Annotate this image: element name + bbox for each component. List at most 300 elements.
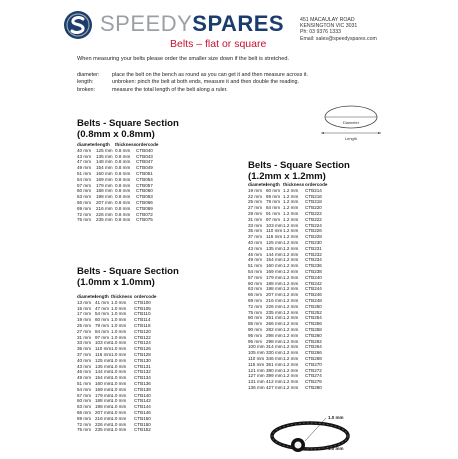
table-cell: 19 mm xyxy=(77,317,92,323)
table-cell: 35 mm xyxy=(248,228,263,234)
table-cell: 110 mm xyxy=(248,355,265,361)
table-cell: CTB270 xyxy=(305,361,322,367)
table-cell: 1.2 mm xyxy=(283,309,299,315)
table-cell: 0.8 mm xyxy=(115,199,131,205)
table-cell: 100 mm xyxy=(248,344,265,350)
table-cell: 66 mm xyxy=(248,292,263,298)
table-cell: 33 mm xyxy=(248,222,263,228)
table-cell: CTB049 xyxy=(136,165,153,171)
table-cell: 110 mm xyxy=(95,346,112,352)
table-cell: 1.0 mm xyxy=(111,369,127,375)
table-cell: 1.0 mm xyxy=(111,380,127,386)
table-cell: 27 mm xyxy=(248,205,263,211)
table-cell: 125 mm xyxy=(95,357,112,363)
table-cell: 95 mm xyxy=(248,332,263,338)
table-cell: CTB262 xyxy=(305,338,322,344)
table-cell: 15 mm xyxy=(77,305,92,311)
table-cell: CTB276 xyxy=(305,379,322,385)
address-line: 451 MACAULAY ROAD xyxy=(300,17,355,23)
table-cell: 1.0 mm xyxy=(111,392,127,398)
table-cell: 54 mm xyxy=(77,386,92,392)
table-cell: 105 mm xyxy=(248,350,265,356)
table-cell: 1.2 mm xyxy=(283,251,299,257)
table-cell: CTB234 xyxy=(305,257,322,263)
table-cell: CTB146 xyxy=(134,409,151,415)
table-cell: 31 mm xyxy=(77,334,92,340)
table-cell: 43 mm xyxy=(248,245,263,251)
table-cell: CTB063 xyxy=(136,194,153,200)
table-cell: CTB220 xyxy=(305,205,322,211)
table-cell: CTB114 xyxy=(134,317,151,323)
table-cell: 66 mm xyxy=(77,199,92,205)
table-cell: 46 mm xyxy=(248,251,263,257)
table-cell: CTB256 xyxy=(305,321,322,327)
table-cell: CTB264 xyxy=(305,344,322,350)
table-cell: 1.2 mm xyxy=(283,228,299,234)
table-cell: CTB274 xyxy=(305,373,322,379)
table-cell: CTB214 xyxy=(305,187,322,193)
column-header: length xyxy=(266,182,280,187)
table-cell: CTB100 xyxy=(134,299,151,305)
table-cell: CTB047 xyxy=(136,159,153,165)
table-cell: 330 mm xyxy=(266,350,283,356)
table-cell: CTB222 xyxy=(305,210,322,216)
table-cell: CTB122 xyxy=(134,334,151,340)
table-cell: 235 mm xyxy=(96,217,113,223)
table-cell: 160 mm xyxy=(95,380,112,386)
address-line: KENSINGTON VIC 3031 xyxy=(300,23,358,30)
table-cell: 47 mm xyxy=(77,159,92,165)
table-cell: 0.8 mm xyxy=(115,188,131,194)
table-cell: 40 mm xyxy=(77,147,92,153)
table-cell: 380 mm xyxy=(266,367,283,373)
table-cell: 135 mm xyxy=(95,363,112,369)
table-cell: 1.0 mm xyxy=(111,386,127,392)
table-cell: 207 mm xyxy=(96,199,113,205)
table-cell: 1.0 mm xyxy=(111,398,127,404)
table-cell: 148 mm xyxy=(96,159,113,165)
table-cell: 188 mm xyxy=(266,280,283,286)
definition-text: unbroken: pinch the belt at both ends, measure it and then double the reading. xyxy=(112,79,300,86)
table-cell: 25 mm xyxy=(248,199,263,205)
table-cell: 154 mm xyxy=(95,375,112,381)
table-cell: 1.2 mm xyxy=(283,332,299,338)
table-cell: 1.0 mm xyxy=(111,421,127,427)
column-header: thickness xyxy=(111,294,133,299)
table-cell: 72 mm xyxy=(77,421,92,427)
table-cell: 188 mm xyxy=(95,398,112,404)
section-title-line: Belts - Square Section xyxy=(77,266,179,277)
address-phone: Ph: 03 9376 1333 xyxy=(300,29,341,36)
column-header: length xyxy=(95,294,109,299)
table-cell: CTB260 xyxy=(305,332,322,338)
table-cell: 91 mm xyxy=(266,210,281,216)
table-cell: CTB040 xyxy=(136,147,153,153)
table-cell: 1.2 mm xyxy=(283,245,299,251)
table-cell: 1.2 mm xyxy=(283,321,299,327)
table-cell: 131 mm xyxy=(248,379,265,385)
table-cell: 1.2 mm xyxy=(283,350,299,356)
table-cell: 1.2 mm xyxy=(283,274,299,280)
table-cell: 69 mm xyxy=(77,415,92,421)
table-cell: 226 mm xyxy=(95,421,112,427)
table-cell: 314 mm xyxy=(266,344,283,350)
table-cell: 1.2 mm xyxy=(283,361,299,367)
company-address xyxy=(300,17,377,42)
definition-term: diameter: xyxy=(77,72,100,78)
table-cell: 135 mm xyxy=(96,153,113,159)
table-cell: 127 mm xyxy=(248,373,265,379)
table-cell: 95 mm xyxy=(248,338,263,344)
diameter-label: Diameter xyxy=(342,120,360,125)
table-cell: 1.0 mm xyxy=(111,322,127,328)
table-cell: 121 mm xyxy=(248,367,265,373)
table-cell: 0.8 mm xyxy=(115,205,131,211)
column-header: ordercode xyxy=(305,182,328,187)
table-cell: CTB144 xyxy=(134,404,151,410)
table-cell: 51 mm xyxy=(77,170,92,176)
table-cell: 79 mm xyxy=(266,199,281,205)
column-header: thickness xyxy=(283,182,305,187)
section-title-1.0mm xyxy=(77,266,179,288)
table-cell: 66 mm xyxy=(77,409,92,415)
table-cell: 85 mm xyxy=(248,321,263,327)
table-cell: 97 mm xyxy=(266,216,281,222)
table-cell: 1.2 mm xyxy=(283,326,299,332)
table-cell: 1.2 mm xyxy=(283,205,299,211)
belt-cross-section-image xyxy=(268,408,360,454)
table-cell: 160 mm xyxy=(266,263,283,269)
column-header: thickness xyxy=(115,142,137,147)
table-cell: 69 mm xyxy=(77,205,92,211)
table-cell: 1.2 mm xyxy=(283,268,299,274)
table-cell: 115 mm xyxy=(248,361,265,367)
table-cell: 110 mm xyxy=(266,228,283,234)
table-cell: CTB232 xyxy=(305,251,322,257)
brand-tagline: Belts – flat or square xyxy=(170,38,267,50)
table-cell: 1.2 mm xyxy=(283,379,299,385)
table-cell: 63 mm xyxy=(77,404,92,410)
table-cell: CTB222 xyxy=(305,216,322,222)
section-title-line: Belts - Square Section xyxy=(248,160,350,171)
column-header: ordercode xyxy=(136,142,159,147)
table-cell: 125 mm xyxy=(96,147,113,153)
table-cell: CTB118 xyxy=(134,322,151,328)
table-cell: 1.2 mm xyxy=(283,355,299,361)
table-cell: 103 mm xyxy=(266,222,283,228)
table-cell: 0.8 mm xyxy=(115,194,131,200)
definition-term: length: xyxy=(77,79,94,86)
table-cell: 47 mm xyxy=(95,305,110,311)
photo-label-top: 1.0 mm xyxy=(328,415,344,420)
table-cell: 216 mm xyxy=(266,297,283,303)
table-cell: 198 mm xyxy=(95,404,112,410)
table-cell: 266 mm xyxy=(266,321,283,327)
definition-text: place the belt on the bench as round as you can get it and then measure across it. xyxy=(112,72,308,78)
table-cell: 49 mm xyxy=(248,257,263,263)
table-cell: 1.2 mm xyxy=(283,216,299,222)
table-cell: 72 mm xyxy=(77,211,92,217)
table-cell: 33 mm xyxy=(77,340,92,346)
table-cell: 49 mm xyxy=(77,165,92,171)
table-cell: CTB254 xyxy=(305,315,322,321)
table-cell: 226 mm xyxy=(96,211,113,217)
table-cell: 60 mm xyxy=(266,187,281,193)
table-cell: CTB120 xyxy=(134,328,151,334)
table-cell: CTB230 xyxy=(305,239,322,245)
table-cell: 1.0 mm xyxy=(111,311,127,317)
table-cell: 1.2 mm xyxy=(283,315,299,321)
table-cell: 1.0 mm xyxy=(111,317,127,323)
definition-row xyxy=(77,87,308,94)
table-cell: 298 mm xyxy=(266,338,283,344)
table-cell: 1.2 mm xyxy=(283,344,299,350)
table-cell: CTB142 xyxy=(134,398,151,404)
table-cell: 1.0 mm xyxy=(111,375,127,381)
table-cell: CTB242 xyxy=(305,280,322,286)
table-cell: 0.8 mm xyxy=(115,211,131,217)
table-cell: 60 mm xyxy=(77,398,92,404)
table-cell: 169 mm xyxy=(95,386,112,392)
table-cell: 1.2 mm xyxy=(283,338,299,344)
table-cell: 84 mm xyxy=(266,205,281,211)
table-cell: 144 mm xyxy=(95,369,112,375)
table-cell: CTB238 xyxy=(305,268,322,274)
table-cell: 1.2 mm xyxy=(283,292,299,298)
table-cell: CTB132 xyxy=(134,369,151,375)
section-title-1.2mm xyxy=(248,160,350,182)
table-cell: CTB248 xyxy=(305,297,322,303)
table-cell: 69 mm xyxy=(266,193,281,199)
table-cell: CTB105 xyxy=(134,305,151,311)
table-cell: 29 mm xyxy=(248,210,263,216)
table-cell: 216 mm xyxy=(96,205,113,211)
table-cell: 1.2 mm xyxy=(283,239,299,245)
table-cell: CTB130 xyxy=(134,357,151,363)
table-cell: 1.0 mm xyxy=(111,427,127,433)
table-cell: 57 mm xyxy=(77,182,92,188)
table-cell: 1.0 mm xyxy=(111,415,127,421)
table-cell: CTB043 xyxy=(136,153,153,159)
table-cell: 54 mm xyxy=(95,311,110,317)
table-row xyxy=(77,217,162,223)
table-cell: 75 mm xyxy=(77,427,92,433)
table-cell: 1.2 mm xyxy=(283,280,299,286)
table-cell: 54 mm xyxy=(248,268,263,274)
table-cell: 43 mm xyxy=(77,363,92,369)
table-cell: CTB072 xyxy=(136,211,153,217)
table-cell: 0.8 mm xyxy=(115,182,131,188)
table-cell: CTB152 xyxy=(134,427,151,433)
table-cell: CTB231 xyxy=(305,245,322,251)
table-cell: CTB136 xyxy=(134,380,151,386)
table-cell: 116 mm xyxy=(95,351,112,357)
table-cell: 135 mm xyxy=(266,245,283,251)
table-cell: CTB124 xyxy=(134,340,151,346)
table-cell: 154 mm xyxy=(266,257,283,263)
table-cell: 1.2 mm xyxy=(283,384,299,390)
table-cell: 40 mm xyxy=(77,357,92,363)
table-cell: CTB150 xyxy=(134,415,151,421)
table-cell: CTB126 xyxy=(134,346,151,352)
table-cell: 1.0 mm xyxy=(111,409,127,415)
column-header: diameter xyxy=(248,182,268,187)
table-cell: CTB252 xyxy=(305,309,322,315)
table-cell: 37 mm xyxy=(77,351,92,357)
column-header: diameter xyxy=(77,142,97,147)
table-cell: CTB057 xyxy=(136,182,153,188)
table-cell: 40 mm xyxy=(248,239,263,245)
table-cell: 1.2 mm xyxy=(283,234,299,240)
table-cell: 169 mm xyxy=(96,176,113,182)
table-cell: 46 mm xyxy=(77,369,92,375)
table-cell: 216 mm xyxy=(95,415,112,421)
table-cell: CTB236 xyxy=(305,263,322,269)
table-cell: 399 mm xyxy=(266,373,283,379)
table-cell: 41 mm xyxy=(95,299,110,305)
table-cell: 251 mm xyxy=(266,315,283,321)
table-cell: 125 mm xyxy=(266,239,283,245)
table-cell: 412 mm xyxy=(266,379,283,385)
table-cell: 27 mm xyxy=(77,328,92,334)
brand-name-part1: SPEEDY xyxy=(100,11,193,36)
table-cell: 1.2 mm xyxy=(283,199,299,205)
table-cell: 154 mm xyxy=(96,165,113,171)
table-cell: 57 mm xyxy=(248,274,263,280)
table-cell: 198 mm xyxy=(266,286,283,292)
table-cell: 37 mm xyxy=(248,234,263,240)
table-cell: 1.2 mm xyxy=(283,222,299,228)
table-cell: CTB075 xyxy=(136,217,153,223)
table-cell: 63 mm xyxy=(248,286,263,292)
table-cell: 179 mm xyxy=(95,392,112,398)
table-cell: 80 mm xyxy=(248,315,263,321)
table-cell: 1.0 mm xyxy=(111,334,127,340)
table-cell: 1.2 mm xyxy=(283,373,299,379)
table-cell: CTB150 xyxy=(134,421,151,427)
table-cell: CTB240 xyxy=(305,274,322,280)
table-cell: 188 mm xyxy=(96,188,113,194)
column-header: length xyxy=(96,142,110,147)
table-cell: 0.8 mm xyxy=(115,147,131,153)
table-cell: 169 mm xyxy=(266,268,283,274)
table-cell: 60 mm xyxy=(77,188,92,194)
table-cell: 179 mm xyxy=(266,274,283,280)
table-cell: 51 mm xyxy=(248,263,263,269)
table-cell: CTB051 xyxy=(136,170,153,176)
table-cell: CTB280 xyxy=(305,384,322,390)
table-cell: 1.2 mm xyxy=(283,297,299,303)
table-cell: 1.0 mm xyxy=(111,340,127,346)
table-cell: 90 mm xyxy=(248,326,263,332)
section-title-line: (1.0mm x 1.0mm) xyxy=(77,277,155,288)
table-cell: 60 mm xyxy=(248,280,263,286)
table-cell: 427 mm xyxy=(266,384,283,390)
intro-text: When measuring your belts please order the smaller size down if the belt is stretched. xyxy=(77,56,290,62)
table-cell: 103 mm xyxy=(95,340,112,346)
table-cell: CTB128 xyxy=(134,351,151,357)
table-row xyxy=(248,385,331,391)
table-cell: 346 mm xyxy=(266,355,283,361)
table-cell: 97 mm xyxy=(95,334,110,340)
table-cell: 1.2 mm xyxy=(283,210,299,216)
table-cell: 79 mm xyxy=(95,322,110,328)
table-cell: CTB268 xyxy=(305,355,322,361)
table-cell: CTB060 xyxy=(136,188,153,194)
table-cell: 144 mm xyxy=(266,251,283,257)
table-cell: 31 mm xyxy=(248,216,263,222)
table-cell: 75 mm xyxy=(248,309,263,315)
table-cell: 1.0 mm xyxy=(111,404,127,410)
speedyspares-logo-icon xyxy=(63,10,93,40)
table-cell: 136 mm xyxy=(248,384,265,390)
table-cell: 207 mm xyxy=(95,409,112,415)
table-cell: 43 mm xyxy=(77,153,92,159)
table-cell: 1.2 mm xyxy=(283,263,299,269)
table-cell: 0.8 mm xyxy=(115,176,131,182)
definition-text: measure the total length of the belt along a ruler. xyxy=(112,86,228,93)
table-cell: CTB218 xyxy=(305,199,322,205)
table-cell: 282 mm xyxy=(266,326,283,332)
table-cell: CTB226 xyxy=(305,228,322,234)
table-cell: CTB138 xyxy=(134,386,151,392)
table-cell: CTB228 xyxy=(305,234,322,240)
table-cell: 226 mm xyxy=(266,303,283,309)
table-cell: 69 mm xyxy=(248,297,263,303)
table-cell: 17 mm xyxy=(77,311,92,317)
table-cell: 1.0 mm xyxy=(111,357,127,363)
table-cell: 1.2 mm xyxy=(283,257,299,263)
table-cell: 1.0 mm xyxy=(111,346,127,352)
table-cell: CTB258 xyxy=(305,326,322,332)
table-cell: CTB054 xyxy=(136,176,153,182)
section-title-line: (0.8mm x 0.8mm) xyxy=(77,129,155,140)
table-cell: 1.0 mm xyxy=(111,363,127,369)
table-cell: 35 mm xyxy=(77,346,92,352)
table-cell: CTB069 xyxy=(136,205,153,211)
table-cell: 49 mm xyxy=(77,375,92,381)
table-cell: CTB244 xyxy=(305,286,322,292)
table-cell: 72 mm xyxy=(248,303,263,309)
brand-name-part2: SPARES xyxy=(192,11,285,36)
table-cell: CTB131 xyxy=(134,363,151,369)
table-cell: 198 mm xyxy=(96,194,113,200)
table-cell: 22 mm xyxy=(248,193,263,199)
table-cell: CTB134 xyxy=(134,375,151,381)
definition-term: broken: xyxy=(77,86,95,93)
table-cell: 75 mm xyxy=(77,217,92,223)
column-header: diameter xyxy=(77,294,97,299)
table-cell: 116 mm xyxy=(266,234,283,240)
table-cell: 51 mm xyxy=(77,380,92,386)
table-cell: 63 mm xyxy=(77,194,92,200)
table-cell: 0.8 mm xyxy=(115,153,131,159)
table-cell: CTB110 xyxy=(134,311,151,317)
table-cell: 361 mm xyxy=(266,361,283,367)
address-email: Email: sales@speedyspares.com xyxy=(300,35,377,42)
table-cell: 19 mm xyxy=(248,187,263,193)
definition-row xyxy=(77,79,308,86)
table-cell: 0.8 mm xyxy=(115,217,131,223)
table-cell: 1.2 mm xyxy=(283,367,299,373)
section-title-0.8mm xyxy=(77,118,179,140)
table-cell: CTB246 xyxy=(305,292,322,298)
table-cell: 235 mm xyxy=(95,427,112,433)
length-label: Length xyxy=(344,136,358,141)
table-cell: CTB250 xyxy=(305,303,322,309)
table-cell: 13 mm xyxy=(77,299,92,305)
table-cell: CTB140 xyxy=(134,392,151,398)
